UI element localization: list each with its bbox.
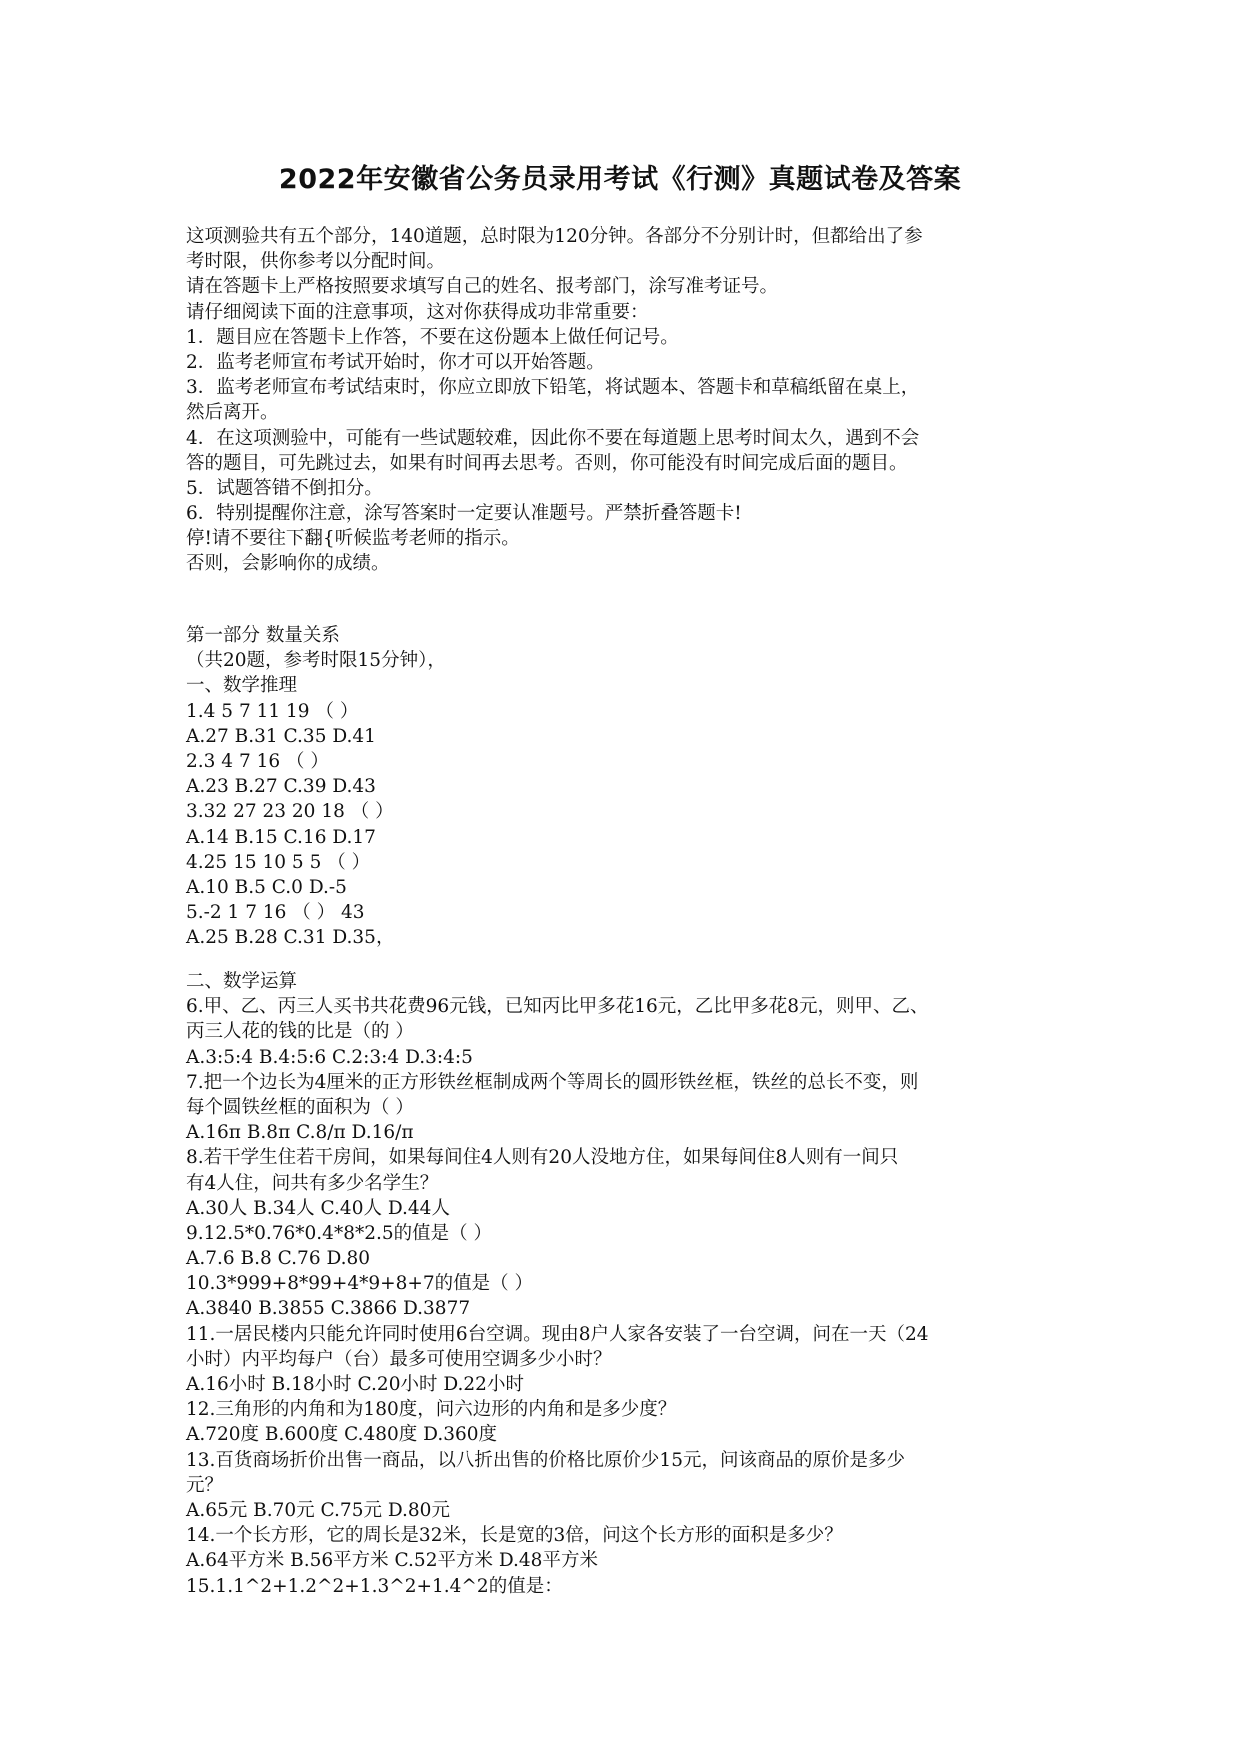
part2-text-line: A.65元 B.70元 C.75元 D.80元 <box>186 1499 450 1521</box>
part1-text-line: （共20题，参考时限15分钟）， <box>186 650 446 672</box>
part1-text-line: A.25 B.28 C.31 D.35， <box>186 927 395 949</box>
intro-text-line: 6．特别提醒你注意，涂写答案时一定要认准题号。严禁折叠答题卡! <box>186 503 742 525</box>
part2-text-line: A.720度 B.600度 C.480度 D.360度 <box>186 1424 498 1446</box>
part1-number-series-section <box>186 623 1056 950</box>
intro-text-line: 停!请不要往下翻{听候监考老师的指示。 <box>186 528 520 550</box>
part2-text-line: A.30人 B.34人 C.40人 D.44人 <box>186 1197 450 1219</box>
part2-text-line: 15.1.1^2+1.2^2+1.3^2+1.4^2的值是： <box>186 1575 563 1597</box>
intro-text-line: 请仔细阅读下面的注意事项，这对你获得成功非常重要： <box>186 301 649 323</box>
page-title: 2022年安徽省公务员录用考试《行测》真题试卷及答案 <box>278 164 962 195</box>
part1-text-line: 第一部分 数量关系 <box>186 625 340 646</box>
part2-arithmetic-section <box>186 969 1056 1599</box>
part2-text-line: 每个圆铁丝框的面积为（ ） <box>186 1096 414 1118</box>
intro-text-line: 1．题目应在答题卡上作答，不要在这份题本上做任何记号。 <box>186 326 679 348</box>
part2-text-line: 11.一居民楼内只能允许同时使用6台空调。现由8户人家各安装了一台空调，问在一天（24 <box>186 1323 929 1345</box>
part1-text-line: 5.-2 1 7 16 （ ） 43 <box>186 902 365 924</box>
part1-text-line: A.10 B.5 C.0 D.-5 <box>186 876 347 898</box>
part2-text-line: 8.若干学生住若干房间，如果每间住4人则有20人没地方住，如果每间住8人则有一间只 <box>186 1147 899 1169</box>
part2-text-line: 元？ <box>186 1474 224 1496</box>
part2-text-line: 9.12.5*0.76*0.4*8*2.5的值是（ ） <box>186 1222 493 1244</box>
intro-text-line: 答的题目，可先跳过去，如果有时间再去思考。否则，你可能没有时间完成后面的题目。 <box>186 452 908 474</box>
part1-text-line: 2.3 4 7 16 （ ） <box>186 750 329 772</box>
part2-text-line: 10.3*999+8*99+4*9+8+7的值是（ ） <box>186 1273 534 1295</box>
part2-text-line: 丙三人花的钱的比是（的 ） <box>186 1021 414 1043</box>
part2-text-line: 12.三角形的内角和为180度，问六边形的内角和是多少度？ <box>186 1399 677 1421</box>
part2-text-line: A.16小时 B.18小时 C.20小时 D.22小时 <box>186 1374 524 1395</box>
intro-text-line: 4．在这项测验中，可能有一些试题较难，因此你不要在每道题上思考时间太久，遇到不会 <box>186 427 920 449</box>
part2-text-line: A.3840 B.3855 C.3866 D.3877 <box>186 1298 471 1320</box>
intro-text-line: 这项测验共有五个部分，140道题，总时限为120分钟。各部分不分别计时，但都给出了参 <box>186 226 923 247</box>
part1-text-line: 3.32 27 23 20 18 （ ） <box>186 801 394 823</box>
part1-text-line: 一、数学推理 <box>186 675 298 697</box>
part2-text-line: A.3:5:4 B.4:5:6 C.2:3:4 D.3:4:5 <box>186 1046 473 1068</box>
part1-text-line: 4.25 15 10 5 5 （ ） <box>186 851 371 873</box>
part2-text-line: A.16π B.8π C.8/π D.16/π <box>186 1122 414 1144</box>
part2-text-line: 二、数学运算 <box>186 971 298 992</box>
intro-text-line: 3．监考老师宣布考试结束时，你应立即放下铅笔，将试题本、答题卡和草稿纸留在桌上， <box>186 377 920 399</box>
intro-text-line: 然后离开。 <box>186 402 279 424</box>
intro-text-line: 2．监考老师宣布考试开始时，你才可以开始答题。 <box>186 351 605 373</box>
part1-text-line: A.23 B.27 C.39 D.43 <box>186 776 376 798</box>
intro-text-line: 考时限，供你参考以分配时间。 <box>186 251 446 273</box>
part2-text-line: 小时）内平均每户（台）最多可使用空调多少小时？ <box>186 1348 612 1370</box>
part1-text-line: 1.4 5 7 11 19 （ ） <box>186 700 359 722</box>
part2-text-line: 14.一个长方形，它的周长是32米，长是宽的3倍，问这个长方形的面积是多少？ <box>186 1525 843 1547</box>
part2-text-line: A.7.6 B.8 C.76 D.80 <box>186 1248 371 1270</box>
intro-text-line: 5．试题答错不倒扣分。 <box>186 477 383 499</box>
intro-text-line: 请在答题卡上严格按照要求填写自己的姓名、报考部门，涂写准考证号。 <box>186 276 779 298</box>
part1-text-line: A.27 B.31 C.35 D.41 <box>186 725 376 747</box>
part2-text-line: A.64平方米 B.56平方米 C.52平方米 D.48平方米 <box>186 1550 598 1572</box>
part2-text-line: 13.百货商场折价出售一商品，以八折出售的价格比原价少15元，问该商品的原价是多少 <box>186 1449 905 1471</box>
part2-text-line: 6.甲、乙、丙三人买书共花费96元钱，已知丙比甲多花16元，乙比甲多花8元，则甲、乙、 <box>186 996 929 1018</box>
instructions-section <box>186 224 1056 577</box>
part2-text-line: 有4人住，问共有多少名学生？ <box>186 1172 439 1194</box>
part1-text-line: A.14 B.15 C.16 D.17 <box>186 826 376 848</box>
intro-text-line: 否则，会影响你的成绩。 <box>186 553 390 575</box>
part2-text-line: 7.把一个边长为4厘米的正方形铁丝框制成两个等周长的圆形铁丝框，铁丝的总长不变，则 <box>186 1071 919 1093</box>
